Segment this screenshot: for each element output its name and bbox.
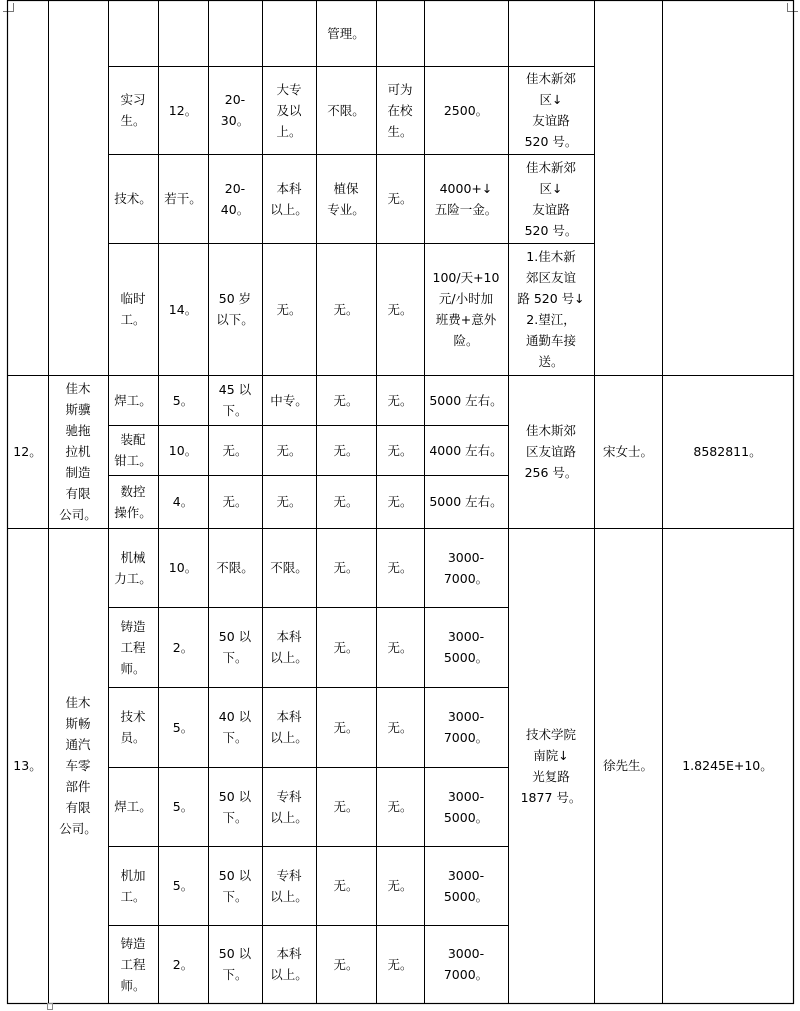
company-number: 12。 [13, 444, 42, 459]
job-edu-cell: 无。 [276, 494, 302, 509]
job-title-cell: 机械 力工。 [114, 549, 152, 586]
job-count-cell: 5。 [172, 719, 194, 735]
job-major-cell: 无。 [333, 878, 359, 893]
table-cell [108, 0, 158, 66]
job-edu-cell: 本科 以上。 [270, 709, 308, 745]
job-major-cell: 无。 [333, 639, 359, 655]
table-cell [262, 0, 316, 66]
contact-phone: 8582811。 [693, 444, 762, 459]
job-age-cell: 50 以 下。 [218, 629, 252, 665]
job-other-cell: 无。 [387, 442, 413, 458]
table-cell: 无。 [387, 301, 413, 317]
job-age-cell: 50 以 下。 [218, 867, 252, 904]
table-cell: 可为 在校 生。 [387, 81, 413, 139]
table-cell: 大专 及以 上。 [276, 81, 302, 139]
job-other-cell: 无。 [387, 560, 413, 575]
job-title-cell: 技术 员。 [120, 709, 146, 745]
job-count-cell: 2。 [172, 956, 194, 972]
table-cell: 100/天+10 元/小时加 班费+意外 险。 [432, 270, 500, 348]
job-salary-cell: 4000 左右。 [429, 442, 503, 458]
job-count-cell: 5。 [172, 799, 194, 814]
job-salary-cell: 3000-5000。 [443, 788, 489, 825]
job-major-cell: 无。 [333, 956, 359, 972]
table-cell: 无。 [387, 191, 413, 206]
company-name: 佳木 斯骥 驰拖 拉机 制造 有限 公司。 [59, 381, 97, 522]
table-cell [424, 0, 508, 66]
job-other-cell: 无。 [387, 639, 413, 655]
table-cell [208, 0, 262, 66]
job-salary-cell: 3000-7000。 [443, 549, 489, 586]
table-cell: 50 岁 以下。 [216, 291, 254, 327]
job-age-cell: 40 以 下。 [218, 709, 252, 745]
table-cell: 4000+↓ 五险一金。 [434, 180, 498, 217]
job-other-cell: 无。 [387, 799, 413, 814]
table-cell: 植保 专业。 [327, 180, 365, 217]
job-major-cell: 无。 [333, 719, 359, 735]
job-edu-cell: 中专。 [270, 392, 308, 408]
job-major-cell: 无。 [333, 799, 359, 814]
company-name: 佳木 斯畅 通汽 车零 部件 有限 公司。 [59, 695, 97, 836]
company-address: 技术学院 南院↓ 光复路 1877 号。 [520, 726, 582, 805]
table-cell-blank [7, 0, 48, 375]
table-cell: 14。 [168, 301, 198, 317]
job-title-cell: 焊工。 [114, 392, 152, 408]
job-count-cell: 10。 [168, 560, 198, 575]
table-cell: 20-30。 [220, 92, 250, 128]
job-age-cell: 无。 [222, 442, 248, 458]
job-count-cell: 5。 [172, 392, 194, 408]
contact-person: 徐先生。 [602, 758, 653, 773]
job-count-cell: 4。 [172, 494, 194, 509]
contact-phone: 1.8245E+10。 [682, 758, 773, 773]
job-edu-cell: 专科 以上。 [270, 788, 308, 825]
job-other-cell: 无。 [387, 956, 413, 972]
job-count-cell: 5。 [172, 878, 194, 893]
company-number: 13。 [13, 758, 42, 773]
job-age-cell: 50 以 下。 [218, 788, 252, 825]
table-cell [376, 0, 424, 66]
job-major-cell: 无。 [333, 392, 359, 408]
table-cell: 无。 [333, 301, 359, 317]
table-cell-blank [48, 0, 108, 375]
job-edu-cell: 无。 [276, 442, 302, 458]
paragraph-end-marker [47, 1003, 53, 1010]
company-address: 佳木斯郊 区友谊路 256 号。 [524, 423, 578, 480]
table-cell: 若干。 [164, 191, 202, 206]
job-title-cell: 装配 钳工。 [114, 432, 152, 468]
job-edu-cell: 专科 以上。 [270, 867, 308, 904]
job-other-cell: 无。 [387, 719, 413, 735]
job-title-cell: 数控 操作。 [114, 483, 152, 520]
job-salary-cell: 3000-5000。 [443, 867, 489, 904]
table-cell [158, 0, 208, 66]
job-salary-cell: 5000 左右。 [429, 392, 503, 408]
job-title-cell: 铸造 工程 师。 [120, 935, 146, 993]
job-edu-cell: 本科 以上。 [270, 946, 308, 982]
job-salary-cell: 3000-7000。 [443, 946, 489, 982]
table-cell-blank [662, 0, 793, 375]
job-salary-cell: 3000-7000。 [443, 709, 489, 745]
job-age-cell: 50 以 下。 [218, 946, 252, 982]
table-cell: 实习 生。 [120, 92, 146, 128]
job-major-cell: 无。 [333, 442, 359, 458]
table-cell: 佳木新郊 区↓ 友谊路 520 号。 [524, 71, 578, 149]
job-age-cell: 45 以 下。 [218, 382, 252, 418]
table-cell: 佳木新郊 区↓ 友谊路 520 号。 [524, 159, 578, 238]
job-other-cell: 无。 [387, 878, 413, 893]
job-title-cell: 机加 工。 [120, 867, 146, 904]
job-age-cell: 不限。 [216, 560, 254, 575]
job-title-cell: 铸造 工程 师。 [120, 618, 146, 676]
table-cell: 20-40。 [220, 180, 250, 217]
table-cell: 不限。 [327, 102, 365, 118]
job-salary-cell: 5000 左右。 [429, 494, 503, 509]
job-age-cell: 无。 [222, 494, 248, 509]
job-count-cell: 2。 [172, 639, 194, 655]
job-other-cell: 无。 [387, 494, 413, 509]
contact-person: 宋女士。 [602, 444, 653, 459]
job-edu-cell: 本科 以上。 [270, 629, 308, 665]
table-cell: 无。 [276, 301, 302, 317]
table-cell: 管理。 [327, 25, 365, 41]
table-cell [508, 0, 594, 66]
table-cell: 技术。 [114, 191, 152, 206]
table-cell: 临时 工。 [120, 291, 146, 327]
table-cell-blank [594, 0, 662, 375]
job-count-cell: 10。 [168, 442, 198, 458]
table-cell: 12。 [168, 102, 198, 118]
job-other-cell: 无。 [387, 392, 413, 408]
table-cell: 2500。 [443, 102, 489, 118]
job-title-cell: 焊工。 [114, 799, 152, 814]
table-cell: 1.佳木新 郊区友谊 路 520 号↓ 2.望江， 通勤车接 送。 [517, 249, 585, 369]
job-salary-cell: 3000-5000。 [443, 629, 489, 665]
table-cell: 本科 以上。 [270, 180, 308, 217]
job-major-cell: 无。 [333, 560, 359, 575]
job-major-cell: 无。 [333, 494, 359, 509]
job-edu-cell: 不限。 [270, 560, 308, 575]
